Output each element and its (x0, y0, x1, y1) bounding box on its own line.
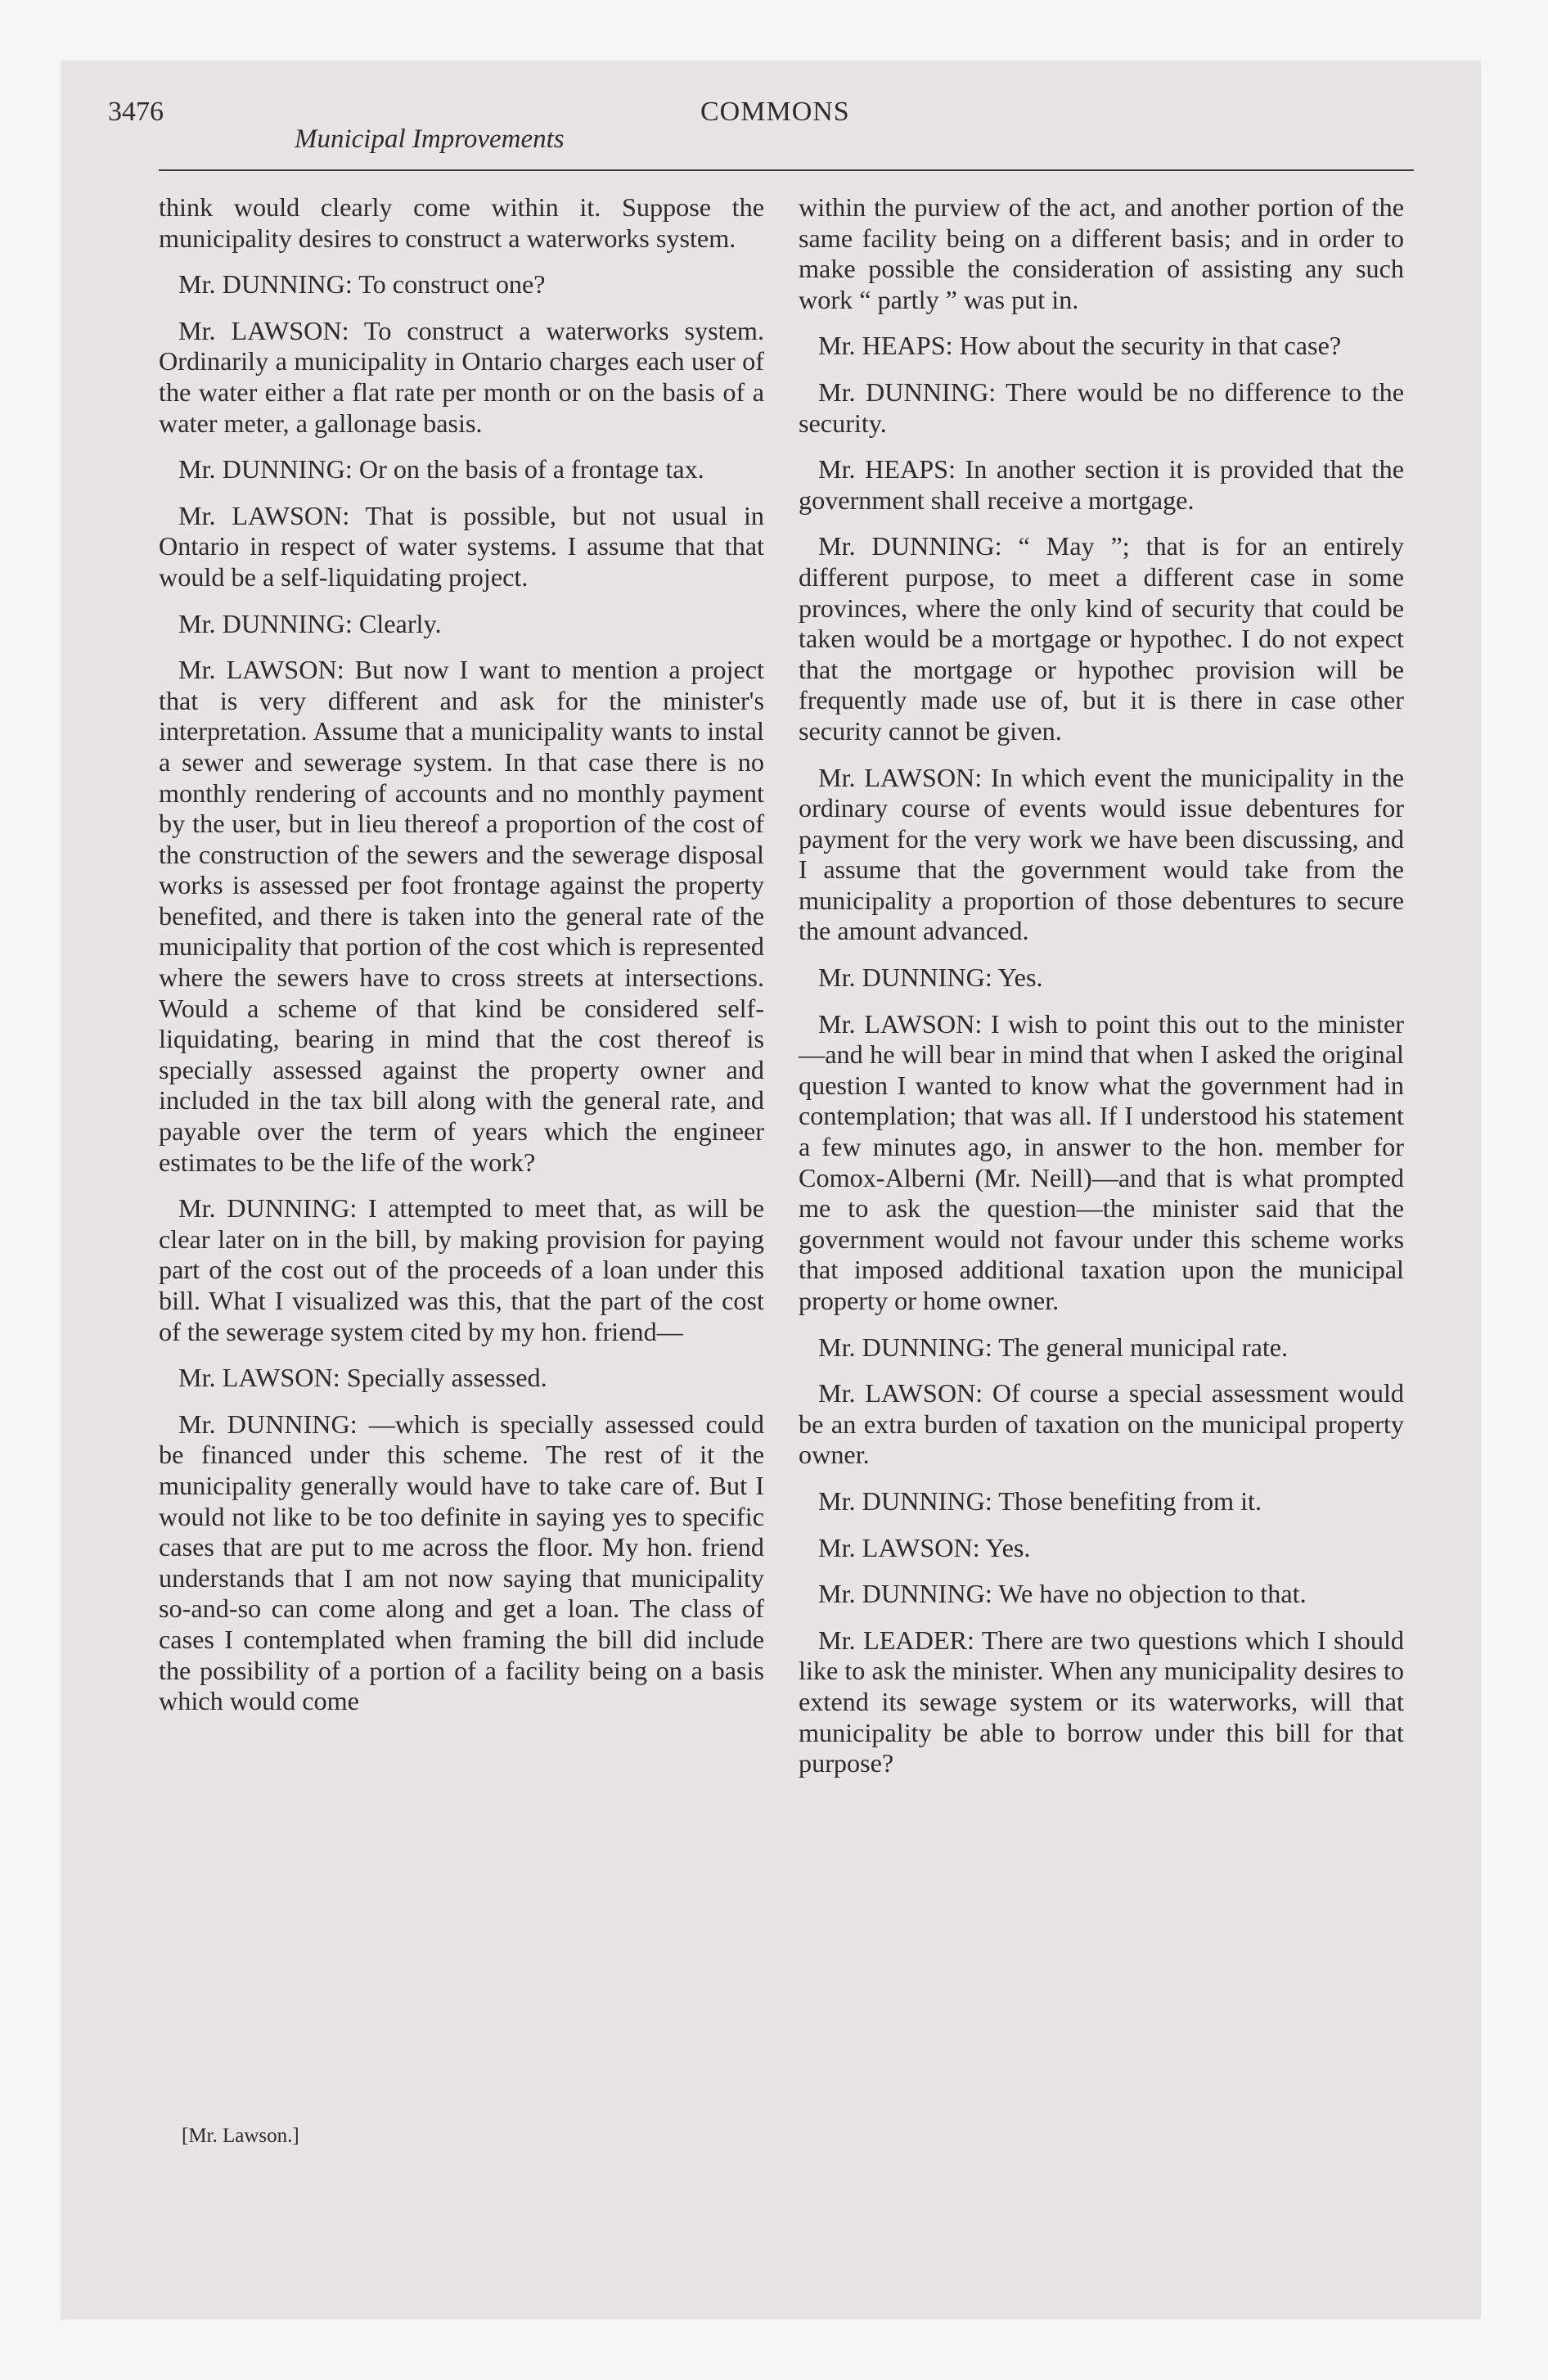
paragraph: Mr. DUNNING: Or on the basis of a frontage tax. (178, 454, 704, 485)
paragraph: within the purview of the act, and another portion of the same facility being on a different basis; and in order to make possible the consideration of assisting any such work “ partly ” was put in. (799, 192, 1404, 314)
paragraph: Mr. DUNNING: To construct one? (178, 269, 546, 300)
paragraph: Mr. LAWSON: To construct a waterworks system. Ordinarily a municipality in Ontario charges each user of the water either a flat rate per month or on the basis of a water meter, a gallonage basis. (159, 315, 764, 438)
paragraph: Mr. LAWSON: But now I want to mention a project that is very different and ask for the minister's interpretation. Assume that a municipality wants to instal a sewer and sewerage system. In that case there is no monthly rendering of accounts and no monthly payment by the user, but in lieu thereof a proportion of the cost of the construction of the sewers and the sewerage disposal works is assessed per foot frontage against the property benefited, and there is taken into the general rate of the municipality that portion of the cost which is represented where the sewers have to cross streets at intersections. Would a scheme of that kind be considered self-liquidating, bearing in mind that the cost thereof is specially assessed against the property owner and included in the tax bill along with the general rate, and payable over the term of years which the engineer estimates to be the life of the work? (159, 655, 764, 1177)
paragraph: Mr. LAWSON: Of course a special assessment would be an extra burden of taxation on the municipal property owner. (799, 1378, 1404, 1470)
paragraph: Mr. LEADER: There are two questions which I should like to ask the minister. When any municipality desires to extend its sewage system or its waterworks, will that municipality be able to borrow under this bill for that purpose? (799, 1625, 1404, 1778)
page-number: 3476 (108, 97, 164, 127)
paragraph: Mr. LAWSON: That is possible, but not usual in Ontario in respect of water systems. I assume that that would be a self-liquidating project. (159, 500, 764, 592)
paragraph: Mr. DUNNING: Those benefiting from it. (818, 1485, 1262, 1516)
paragraph: Mr. DUNNING: “ May ”; that is for an entirely different purpose, to meet a different case in some provinces, where the only kind of security that could be taken would be a mortgage or hypothec. I do not expect that the mortgage or hypothec provision will be frequently made use of, but it is there in case other security cannot be given. (799, 531, 1404, 746)
header-rule (159, 169, 1414, 171)
left-column (159, 192, 764, 1733)
paragraph: Mr. HEAPS: How about the security in that case? (818, 331, 1342, 361)
paragraph: Mr. DUNNING: I attempted to meet that, as will be clear later on in the bill, by making provision for paying part of the cost out of the proceeds of a loan under this bill. What I visualized was this, that the part of the cost of the sewerage system cited by my hon. friend— (159, 1193, 764, 1346)
paragraph: Mr. DUNNING: Clearly. (178, 608, 442, 638)
paragraph: Mr. DUNNING: There would be no difference to the security. (799, 376, 1404, 438)
running-title: COMMONS (700, 97, 850, 127)
paragraph: think would clearly come within it. Suppose the municipality desires to construct a waterworks system. (159, 192, 764, 253)
right-column (799, 192, 1404, 1795)
paragraph: Mr. HEAPS: In another section it is provided that the government shall receive a mortgage. (799, 454, 1404, 515)
paragraph: Mr. DUNNING: Yes. (818, 962, 1043, 993)
paragraph: Mr. LAWSON: Yes. (818, 1532, 1031, 1562)
section-title: Municipal Improvements (295, 124, 565, 154)
footer-note: [Mr. Lawson.] (182, 2125, 299, 2147)
paragraph: Mr. DUNNING: The general municipal rate. (818, 1332, 1289, 1362)
paragraph: Mr. DUNNING: —which is specially assessed could be financed under this scheme. The rest of it the municipality generally would have to take care of. But I would not like to be too definite in saying yes to specific cases that are put to me across the floor. My hon. friend understands that I am not now saying that municipality so-and-so can come along and get a loan. The class of cases I contemplated when framing the bill did include the possibility of a portion of a facility being on a basis which would come (159, 1409, 764, 1716)
paragraph: Mr. LAWSON: In which event the municipality in the ordinary course of events would issue debentures for payment for the very work we have been discussing, and I assume that the government would take from the municipality a proportion of those debentures to secure the amount advanced. (799, 762, 1404, 946)
paragraph: Mr. DUNNING: We have no objection to that. (818, 1579, 1307, 1609)
paragraph: Mr. LAWSON: I wish to point this out to the minister—and he will bear in mind that when I asked the original question I wanted to know what the government had in contemplation; that was all. If I understood his statement a few minutes ago, in answer to the hon. member for Comox-Alberni (Mr. Neill)—and that is what prompted me to ask the question—the minister said that the government would not favour under this scheme works that imposed additional taxation upon the municipal property or home owner. (799, 1008, 1404, 1315)
paragraph: Mr. LAWSON: Specially assessed. (178, 1363, 547, 1393)
